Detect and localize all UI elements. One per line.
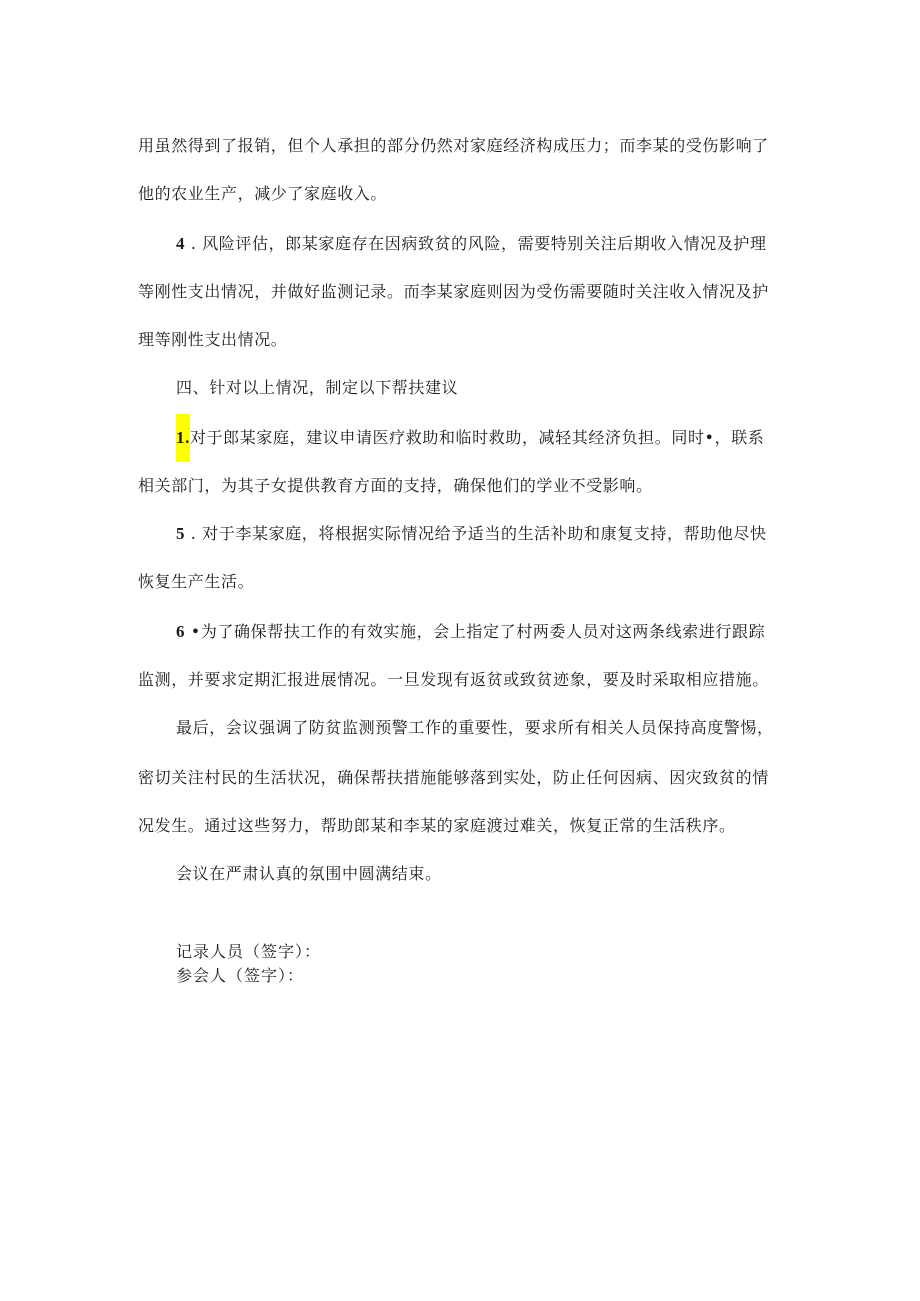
attendees-signature: 参会人（签字）： [176, 966, 305, 985]
item-5-text: . 对于李某家庭，将根据实际情况给予适当的生活补助和康复支持，帮助他尽快 [185, 524, 767, 543]
item-1-line [176, 426, 836, 462]
closing-line: 最后，会议强调了防贫监测预警工作的重要性，要求所有相关人员保持高度警惕， [176, 718, 774, 737]
item-4-text: . 风险评估，郎某家庭存在因病致贫的风险，需要特别关注后期收入情况及护理 [185, 234, 767, 253]
item-6-line [176, 620, 836, 644]
item-4-line: 等刚性支出情况，并做好监测记录。而李某家庭则因为受伤需要随时关注收入情况及护 [138, 282, 769, 301]
item-1-text: 对于郎某家庭，建议申请医疗救助和临时救助，减轻其经济负担。同时•，联系 [189, 428, 765, 447]
item-1-line: 相关部门，为其子女提供教育方面的支持，确保他们的学业不受影响。 [138, 476, 653, 495]
closing-line: 密切关注村民的生活状况，确保帮扶措施能够落到实处，防止任何因病、因灾致贫的情 [138, 768, 769, 787]
paragraph-line: 他的农业生产，减少了家庭收入。 [138, 184, 388, 203]
item-5-line [176, 522, 836, 546]
item-6-text: •为了确保帮扶工作的有效实施，会上指定了村两委人员对这两条线索进行跟踪 [185, 622, 766, 641]
item-4-number: 4 [176, 234, 186, 253]
item-5-line: 恢复生产生活。 [138, 572, 255, 591]
item-6-line: 监测，并要求定期汇报进展情况。一旦发现有返贫或致贫迹象，要及时采取相应措施。 [138, 670, 769, 689]
item-4-line: 理等刚性支出情况。 [138, 330, 288, 349]
recorder-signature: 记录人员（签字）： [176, 942, 322, 961]
item-5-number: 5 [176, 524, 186, 543]
section-heading: 四、针对以上情况，制定以下帮扶建议 [176, 378, 459, 397]
item-4-line [176, 232, 836, 256]
item-6-number: 6 [176, 622, 186, 641]
item-1-number-highlighted: 1. [176, 414, 190, 462]
paragraph-line: 用虽然得到了报销，但个人承担的部分仍然对家庭经济构成压力；而李某的受伤影响了 [138, 136, 769, 155]
closing-line: 况发生。通过这些努力，帮助郎某和李某的家庭渡过难关，恢复正常的生活秩序。 [138, 816, 736, 835]
ending-line: 会议在严肃认真的氛围中圆满结束。 [176, 864, 442, 883]
